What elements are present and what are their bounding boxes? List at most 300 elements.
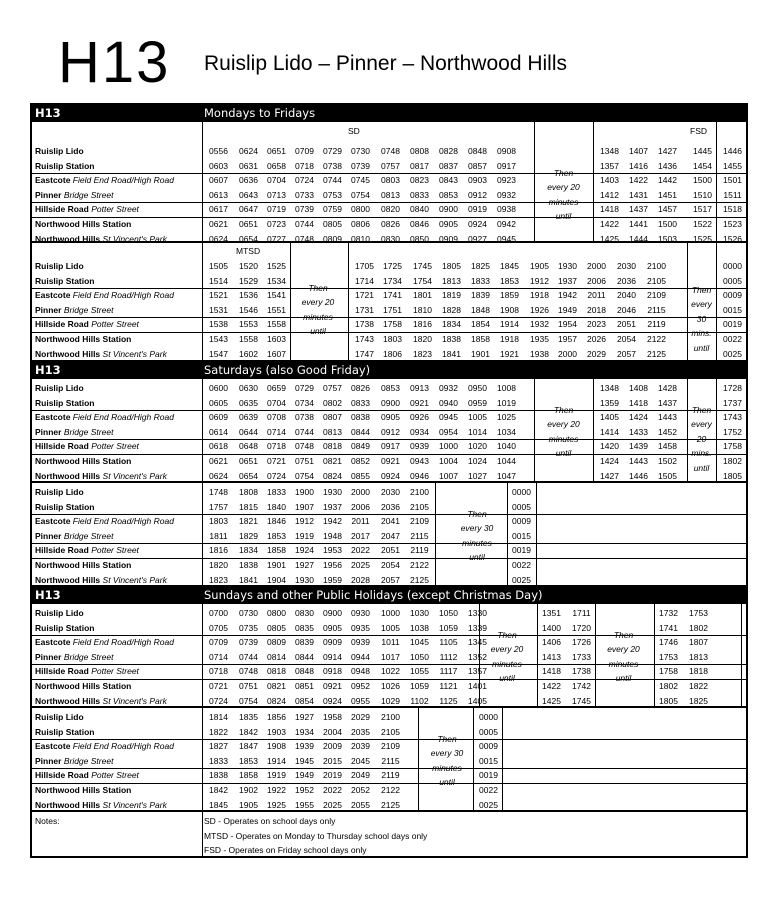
stop-name [35, 188, 113, 203]
section-route: H13 [35, 106, 61, 120]
stop-detail-text: St Vincent's Park [100, 348, 167, 359]
time-cell: 1859 [500, 290, 519, 301]
column-rule [202, 604, 203, 708]
stop-detail-text: Field End Road/High Road [70, 516, 174, 527]
time-cell: 1835 [239, 712, 258, 722]
time-cell: 0751 [295, 456, 314, 466]
time-cell: 0636 [239, 175, 258, 186]
stop-name-text: Eastcote [35, 637, 71, 648]
time-cell: 0009 [512, 516, 531, 527]
time-cell: 2045 [351, 755, 370, 766]
time-cell: 2115 [410, 530, 429, 541]
time-cell: 1815 [239, 501, 258, 512]
time-cell: 1841 [239, 574, 258, 585]
time-cell: 1553 [239, 319, 258, 330]
time-cell: 1121 [439, 681, 458, 691]
stop-name-text: Ruislip Station [35, 160, 95, 171]
time-cell: 0850 [410, 233, 429, 244]
time-cell: 2000 [558, 348, 577, 359]
stop-name-text: Pinner [35, 755, 62, 766]
stop-name [35, 288, 174, 303]
time-cell: 0809 [323, 233, 342, 244]
time-cell: 1738 [355, 319, 374, 330]
route-number: H13 [58, 30, 171, 95]
time-cell: 0945 [497, 233, 516, 244]
column-rule [202, 708, 203, 812]
stop-name [35, 332, 131, 347]
time-cell: 0714 [267, 426, 286, 437]
time-cell: 2018 [587, 304, 606, 315]
time-cell: 0839 [295, 637, 314, 648]
time-cell: 0807 [323, 412, 342, 423]
stop-name-text: Pinner [35, 189, 62, 200]
time-cell: 1942 [558, 290, 577, 301]
time-cell: 0745 [351, 175, 370, 186]
timetable-block [32, 483, 746, 587]
time-cell: 1011 [381, 637, 400, 648]
time-cell: 0805 [267, 622, 286, 633]
time-cell: 1912 [530, 275, 549, 286]
time-cell: 2057 [381, 574, 400, 585]
section-header [32, 105, 746, 122]
time-cell: 0015 [512, 530, 531, 541]
time-cell: 0818 [267, 666, 286, 677]
time-cell: 1753 [659, 651, 678, 662]
time-cell: 2000 [351, 487, 370, 497]
time-cell: 1803 [209, 516, 228, 527]
time-cell: 2036 [381, 501, 400, 512]
time-cell: 2122 [647, 334, 666, 344]
time-cell: 0748 [239, 666, 258, 677]
time-cell: 1807 [689, 637, 708, 648]
time-cell: 0817 [410, 160, 429, 171]
column-rule [534, 379, 535, 483]
stop-detail-text: Potter Street [88, 441, 139, 452]
time-cell: 1425 [542, 695, 561, 706]
stop-name-text: Ruislip Station [35, 397, 95, 408]
time-cell: 1436 [658, 160, 677, 171]
time-cell: 1942 [323, 516, 342, 527]
stop-name [35, 381, 84, 396]
time-cell: 1758 [659, 666, 678, 677]
time-cell: 0738 [295, 412, 314, 423]
stop-name [35, 144, 84, 159]
time-cell: 0739 [295, 204, 314, 215]
time-cell: 1957 [558, 334, 577, 344]
time-cell: 0621 [209, 219, 228, 229]
time-cell: 0624 [209, 233, 228, 244]
stop-name-text: Eastcote [35, 290, 71, 301]
time-cell: 0944 [351, 651, 370, 662]
time-cell: 1420 [600, 441, 619, 452]
stop-name-text: Eastcote [35, 516, 71, 527]
stop-name [35, 739, 174, 754]
time-cell: 1927 [295, 712, 314, 722]
time-cell: 0718 [209, 666, 228, 677]
time-cell: 0718 [295, 160, 314, 171]
time-cell: 0918 [323, 666, 342, 677]
time-cell: 0909 [323, 637, 342, 648]
time-cell: 1348 [600, 383, 619, 393]
column-rule [202, 379, 203, 483]
time-cell: 1014 [468, 426, 487, 437]
time-cell: 1803 [383, 334, 402, 344]
time-cell: 2029 [351, 712, 370, 722]
timetable-block [32, 122, 746, 243]
time-cell: 0851 [295, 681, 314, 691]
time-cell: 1431 [629, 189, 648, 200]
column-rule [716, 379, 717, 483]
time-cell: 0843 [439, 175, 458, 186]
time-cell: 1741 [659, 622, 678, 633]
time-cell: 1501 [723, 175, 742, 186]
time-cell: 1825 [471, 261, 490, 271]
time-cell: 0738 [323, 160, 342, 171]
time-cell: 0814 [267, 651, 286, 662]
time-cell: 0824 [323, 470, 342, 481]
time-cell: 2030 [617, 261, 636, 271]
time-cell: 0950 [468, 383, 487, 393]
time-cell: 0803 [381, 175, 400, 186]
column-rule [593, 122, 594, 243]
stop-name [35, 754, 113, 769]
time-cell: 2004 [323, 726, 342, 737]
stop-name-text: Hillside Road [35, 770, 89, 781]
stop-name [35, 725, 95, 740]
time-cell: 1926 [530, 304, 549, 315]
operation-note-flag: FSD [690, 126, 707, 136]
time-cell: 1901 [471, 348, 490, 359]
section-days: Mondays to Fridays [204, 106, 316, 120]
time-cell: 0849 [351, 441, 370, 452]
time-cell: 1925 [267, 799, 286, 810]
time-cell: 0651 [239, 456, 258, 466]
time-cell: 0757 [381, 160, 400, 171]
time-cell: 1030 [410, 608, 429, 618]
time-cell: 1743 [723, 412, 742, 423]
frequency-note: Then every 20 minutes until [547, 167, 580, 222]
timetable-block [32, 708, 746, 812]
time-cell: 0605 [209, 397, 228, 408]
time-cell: 1019 [497, 397, 516, 408]
time-cell: 1822 [209, 726, 228, 737]
stop-name [35, 798, 167, 813]
section-header [32, 587, 746, 604]
section-header [32, 362, 746, 379]
time-cell: 1503 [658, 233, 677, 244]
time-cell: 0603 [209, 160, 228, 171]
time-cell: 0826 [381, 219, 400, 229]
time-cell: 0644 [239, 426, 258, 437]
time-cell: 0705 [209, 622, 228, 633]
time-cell: 1745 [572, 695, 591, 706]
time-cell: 2000 [587, 261, 606, 271]
time-cell: 0015 [723, 304, 742, 315]
time-cell: 1811 [209, 530, 228, 541]
time-cell: 1914 [267, 755, 286, 766]
time-cell: 0912 [468, 189, 487, 200]
time-cell: 0651 [239, 219, 258, 229]
time-cell: 0806 [351, 219, 370, 229]
time-cell: 1059 [439, 622, 458, 633]
time-cell: 1558 [267, 319, 286, 330]
time-cell: 1805 [442, 261, 461, 271]
time-cell: 0648 [239, 441, 258, 452]
time-cell: 0824 [267, 695, 286, 706]
frequency-note: Then every 20 minutes until [301, 282, 335, 337]
time-cell: 2026 [587, 334, 606, 344]
time-cell: 1930 [323, 487, 342, 497]
stop-name [35, 543, 139, 558]
time-cell: 1024 [468, 456, 487, 466]
stop-name-text: Ruislip Station [35, 726, 95, 737]
time-cell: 1845 [500, 261, 519, 271]
column-rule [534, 122, 535, 243]
time-cell: 2030 [381, 487, 400, 497]
time-cell: 1500 [658, 219, 677, 229]
time-cell: 2125 [410, 574, 429, 585]
time-cell: 1529 [239, 275, 258, 286]
time-cell: 1534 [267, 275, 286, 286]
stop-detail-text: St Vincent's Park [100, 470, 167, 481]
time-cell: 0909 [439, 233, 458, 244]
time-cell: 1833 [209, 755, 228, 766]
stop-name-text: Northwood Hills Station [35, 219, 132, 229]
time-cell: 1546 [239, 304, 258, 315]
frequency-note: Then every 30 minutes until [460, 508, 494, 563]
time-cell: 1908 [267, 741, 286, 752]
stop-name-text: Ruislip Lido [35, 383, 84, 393]
header [0, 0, 777, 100]
time-cell: 2100 [410, 487, 429, 497]
time-cell: 1747 [355, 348, 374, 359]
time-cell: 0952 [351, 681, 370, 691]
time-cell: 1841 [442, 348, 461, 359]
time-cell: 0818 [323, 441, 342, 452]
time-cell: 1823 [209, 574, 228, 585]
time-cell: 0556 [209, 146, 228, 156]
time-cell: 1838 [209, 770, 228, 781]
time-cell: 0844 [351, 426, 370, 437]
time-cell: 1330 [468, 608, 487, 618]
time-cell: 1359 [600, 397, 619, 408]
time-cell: 1017 [381, 651, 400, 662]
time-cell: 1405 [600, 412, 619, 423]
time-cell: 0019 [512, 545, 531, 556]
stop-name-text: Northwood Hills [35, 574, 101, 585]
time-cell: 1853 [267, 530, 286, 541]
time-cell: 1427 [658, 146, 677, 156]
stop-detail-text: Potter Street [88, 666, 139, 677]
time-cell: 0945 [439, 412, 458, 423]
time-cell: 0823 [410, 175, 429, 186]
section-route: H13 [35, 588, 61, 602]
time-cell: 1805 [659, 695, 678, 706]
stop-detail-text: Field End Road/High Road [70, 290, 174, 301]
time-cell: 0946 [410, 470, 429, 481]
stop-name [35, 783, 131, 798]
section-route: H13 [35, 363, 61, 377]
time-cell: 1858 [267, 545, 286, 556]
time-cell: 0624 [239, 146, 258, 156]
time-cell: 0927 [468, 233, 487, 244]
time-cell: 1351 [542, 608, 561, 618]
time-cell: 1439 [629, 441, 648, 452]
time-cell: 0744 [295, 426, 314, 437]
time-cell: 1901 [267, 560, 286, 570]
stop-name [35, 529, 113, 544]
stop-name [35, 710, 84, 725]
time-cell: 0912 [381, 426, 400, 437]
time-cell: 1742 [572, 681, 591, 691]
time-cell: 0617 [209, 204, 228, 215]
time-cell: 1842 [209, 785, 228, 795]
time-cell: 1406 [542, 637, 561, 648]
stop-name-text: Eastcote [35, 741, 71, 752]
time-cell: 0658 [267, 160, 286, 171]
time-cell: 0854 [295, 695, 314, 706]
time-cell: 0009 [723, 290, 742, 301]
time-cell: 0654 [239, 233, 258, 244]
operation-note-flag: MTSD [236, 246, 261, 256]
stop-name-text: Ruislip Station [35, 275, 95, 286]
time-cell: 1959 [323, 574, 342, 585]
time-cell: 1339 [468, 622, 487, 633]
time-cell: 1846 [267, 516, 286, 527]
time-cell: 2046 [617, 304, 636, 315]
time-cell: 1705 [355, 261, 374, 271]
time-cell: 0724 [267, 470, 286, 481]
time-cell: 2122 [381, 785, 400, 795]
time-cell: 1446 [723, 146, 742, 156]
column-rule [418, 708, 419, 812]
stop-detail-text: Potter Street [88, 204, 139, 215]
time-cell: 1445 [693, 146, 712, 156]
time-cell: 1055 [410, 666, 429, 677]
stop-name-text: Northwood Hills Station [35, 785, 132, 795]
time-cell: 0618 [209, 441, 228, 452]
time-cell: 1924 [295, 545, 314, 556]
time-cell: 1422 [629, 175, 648, 186]
stop-detail-text: Field End Road/High Road [70, 412, 174, 423]
time-cell: 1748 [209, 487, 228, 497]
stop-name [35, 425, 113, 440]
time-cell: 1405 [468, 695, 487, 706]
stop-detail-text: Bridge Street [61, 755, 114, 766]
stop-name [35, 217, 131, 232]
time-cell: 0837 [439, 160, 458, 171]
time-cell: 1000 [381, 608, 400, 618]
time-cell: 1502 [658, 456, 677, 466]
time-cell: 1352 [468, 651, 487, 662]
stop-name-text: Northwood Hills [35, 695, 101, 706]
time-cell: 0939 [410, 441, 429, 452]
time-cell: 1816 [209, 545, 228, 556]
time-cell: 2105 [410, 501, 429, 512]
time-cell: 0005 [512, 501, 531, 512]
time-cell: 0630 [239, 383, 258, 393]
time-cell: 0934 [410, 426, 429, 437]
time-cell: 1757 [209, 501, 228, 512]
time-cell: 1833 [471, 275, 490, 286]
time-cell: 1808 [239, 487, 258, 497]
time-cell: 1743 [355, 334, 374, 344]
stop-name [35, 454, 131, 469]
time-cell: 0800 [267, 608, 286, 618]
time-cell: 1919 [295, 530, 314, 541]
time-cell: 0709 [209, 637, 228, 648]
time-cell: 1932 [530, 319, 549, 330]
stop-name-text: Hillside Road [35, 545, 89, 556]
time-cell: 1819 [442, 290, 461, 301]
time-cell: 1050 [410, 651, 429, 662]
time-cell: 1922 [267, 785, 286, 795]
time-cell: 0723 [267, 219, 286, 229]
time-cell: 0848 [295, 666, 314, 677]
time-cell: 0926 [410, 412, 429, 423]
time-cell: 1949 [295, 770, 314, 781]
stop-name-text: Northwood Hills [35, 470, 101, 481]
time-cell: 1443 [658, 412, 677, 423]
time-cell: 0757 [323, 383, 342, 393]
time-cell: 1526 [723, 233, 742, 244]
time-cell: 2054 [617, 334, 636, 344]
time-cell: 1027 [468, 470, 487, 481]
stop-name-text: Ruislip Station [35, 622, 95, 633]
time-cell: 0840 [410, 204, 429, 215]
stop-detail-text: Potter Street [88, 770, 139, 781]
time-cell: 1903 [267, 726, 286, 737]
time-cell: 0914 [323, 651, 342, 662]
time-cell: 1937 [323, 501, 342, 512]
time-cell: 1813 [689, 651, 708, 662]
time-cell: 0903 [468, 175, 487, 186]
time-cell: 1829 [239, 530, 258, 541]
time-cell: 1813 [442, 275, 461, 286]
time-cell: 0651 [267, 146, 286, 156]
time-cell: 0708 [267, 412, 286, 423]
time-cell: 1828 [442, 304, 461, 315]
column-rule [348, 243, 349, 362]
timetable-block [32, 243, 746, 362]
stop-name [35, 664, 139, 679]
time-cell: 1919 [267, 770, 286, 781]
stop-name-text: Ruislip Lido [35, 261, 84, 271]
column-rule [435, 483, 436, 587]
time-cell: 0913 [410, 383, 429, 393]
time-cell: 1816 [413, 319, 432, 330]
time-cell: 0753 [323, 189, 342, 200]
time-cell: 0744 [323, 175, 342, 186]
time-cell: 1838 [239, 560, 258, 570]
time-cell: 2119 [410, 545, 429, 556]
time-cell: 1005 [468, 412, 487, 423]
time-cell: 1856 [267, 712, 286, 722]
time-cell: 2109 [647, 290, 666, 301]
time-cell: 1904 [267, 574, 286, 585]
column-rule [202, 243, 203, 362]
route-title: Ruislip Lido – Pinner – Northwood Hills [204, 52, 568, 75]
time-cell: 0730 [351, 146, 370, 156]
stop-detail-text: Bridge Street [61, 530, 114, 541]
time-cell: 1603 [267, 334, 286, 344]
time-cell: 1007 [439, 470, 458, 481]
time-cell: 1732 [659, 608, 678, 618]
stop-name [35, 259, 84, 274]
time-cell: 0857 [468, 160, 487, 171]
time-cell: 1607 [267, 348, 286, 359]
time-cell: 2052 [351, 785, 370, 795]
